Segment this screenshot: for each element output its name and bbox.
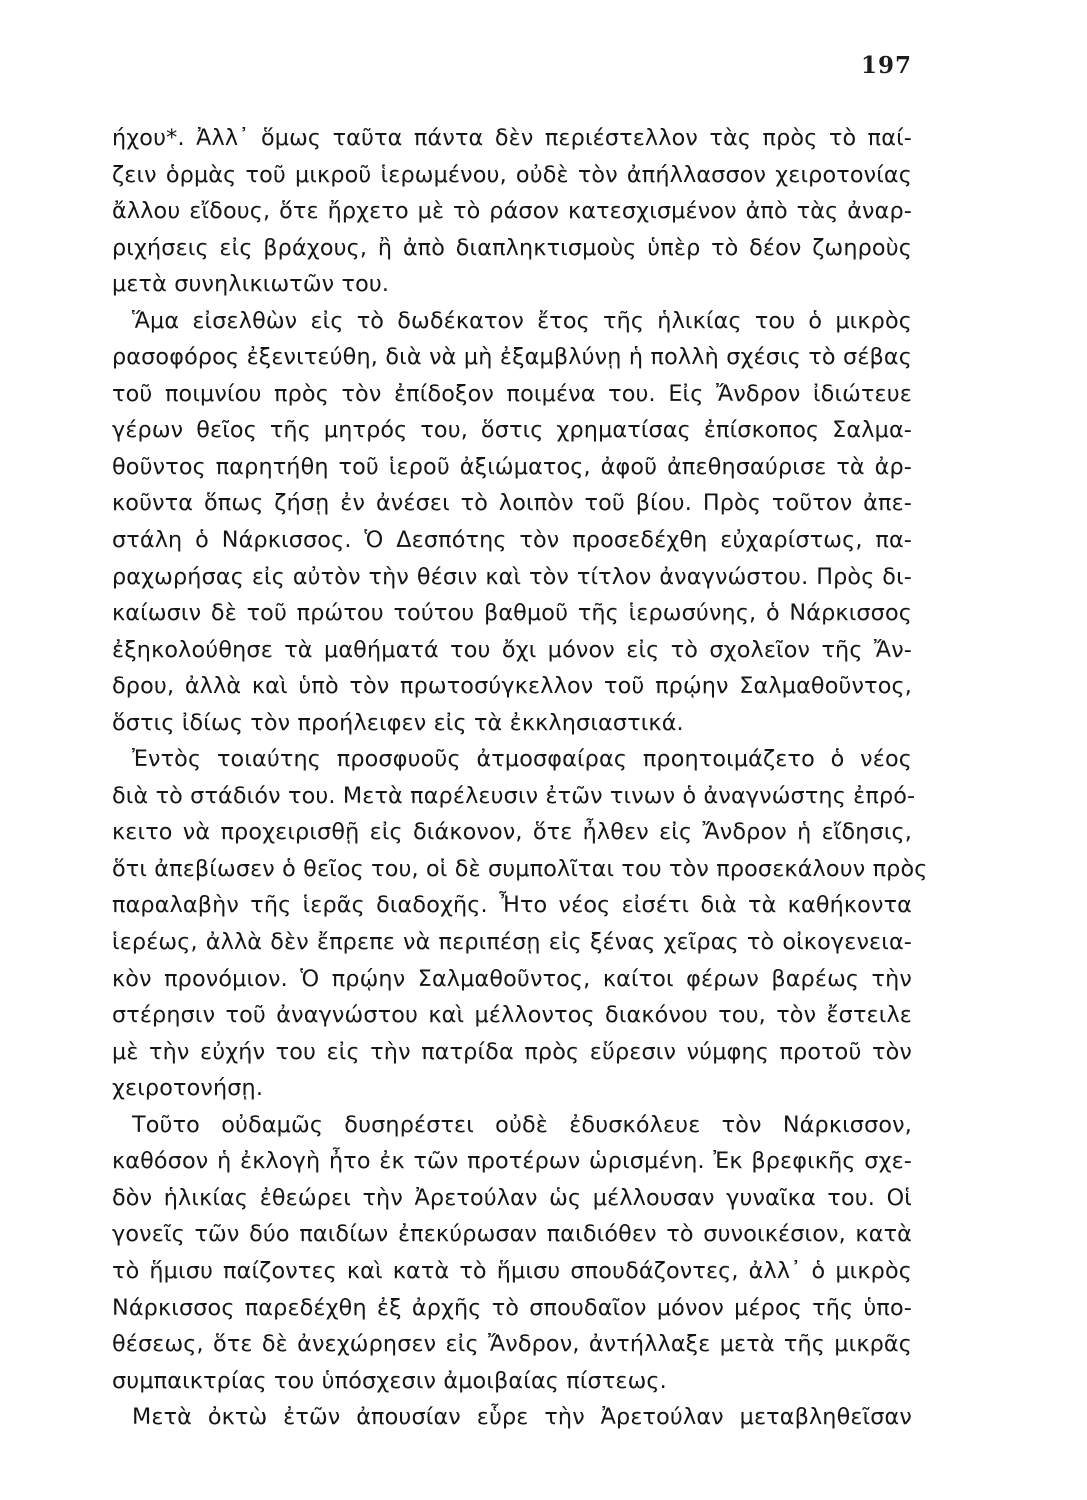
text-line: ἐξηκολούθησε τὰ μαθήματά του ὄχι μόνον εἰς τὸ σχολεῖον τῆς Ἄν- <box>112 636 912 663</box>
text-line: στάλη ὁ Νάρκισσος. Ὁ Δεσπότης τὸν προσεδέχθη εὐχαρίστως, πα- <box>112 527 912 554</box>
page-number: 197 <box>860 52 912 79</box>
text-line: ρασοφόρος ἐξενιτεύθη, διὰ νὰ μὴ ἐξαμβλύνῃ ἡ πολλὴ σχέσις τὸ σέβας <box>112 344 912 371</box>
text-line: διὰ τὸ στάδιόν του. Μετὰ παρέλευσιν ἐτῶν τινων ὁ ἀναγνώστης ἐπρό- <box>112 782 916 809</box>
text-line: καθόσον ἡ ἐκλογὴ ἦτο ἐκ τῶν προτέρων ὡρισμένη. Ἐκ βρεφικῆς σχε- <box>112 1148 912 1175</box>
text-line: ὅστις ἰδίως τὸν προήλειφεν εἰς τὰ ἐκκλησιαστικά. <box>112 709 684 736</box>
text-line: ἄλλου εἴδους, ὅτε ἤρχετο μὲ τὸ ράσον κατεσχισμένον ἀπὸ τὰς ἀναρ- <box>112 198 912 225</box>
text-line: καίωσιν δὲ τοῦ πρώτου τούτου βαθμοῦ τῆς ἱερωσύνης, ὁ Νάρκισσος <box>112 600 912 627</box>
text-line: ήχου*. Ἀλλ᾽ ὅμως ταῦτα πάντα δὲν περιέστελλον τὰς πρὸς τὸ παί- <box>112 125 912 151</box>
text-line: χειροτονήσῃ. <box>112 1075 264 1102</box>
text-line: ριχήσεις εἰς βράχους, ἢ ἀπὸ διαπληκτισμοὺς ὑπὲρ τὸ δέον ζωηροὺς <box>112 234 912 261</box>
text-line: μὲ τὴν εὐχήν του εἰς τὴν πατρίδα πρὸς εὕρεσιν νύμφης προτοῦ τὸν <box>112 1038 912 1065</box>
text-line: Μετὰ ὀκτὼ ἐτῶν ἀπουσίαν εὗρε τὴν Ἀρετούλαν μεταβληθεῖσαν <box>132 1404 912 1431</box>
text-line: θοῦντος παρητήθη τοῦ ἱεροῦ ἀξιώματος, ἀφοῦ ἀπεθησαύρισε τὰ ἀρ- <box>112 453 912 480</box>
paragraph <box>112 741 928 1106</box>
text-line: μετὰ συνηλικιωτῶν του. <box>112 271 390 298</box>
text-line: Ἐντὸς τοιαύτης προσφυοῦς ἀτμοσφαίρας προητοιμάζετο ὁ νέος <box>132 746 912 773</box>
text-line: παραλαβὴν τῆς ἱερᾶς διαδοχῆς. Ἦτο νέος εἰσέτι διὰ τὰ καθήκοντα <box>112 892 912 919</box>
text-line: συμπαικτρίας του ὑπόσχεσιν ἀμοιβαίας πίστεως. <box>112 1367 667 1394</box>
paragraph <box>112 1399 912 1436</box>
text-line: ἱερέως, ἀλλὰ δὲν ἔπρεπε νὰ περιπέσῃ εἰς ξένας χεῖρας τὸ οἰκογενεια- <box>112 929 912 956</box>
text-line: ὅτι ἀπεβίωσεν ὁ θεῖος του, οἱ δὲ συμπολῖται του τὸν προσεκάλουν πρὸς <box>112 855 928 882</box>
text-line: κειτο νὰ προχειρισθῇ εἰς διάκονον, ὅτε ἦλθεν εἰς Ἄνδρον ἡ εἴδησις, <box>112 819 912 846</box>
paragraph <box>112 303 912 742</box>
paragraph <box>112 120 912 303</box>
text-line: Τοῦτο οὐδαμῶς δυσηρέστει οὐδὲ ἐδυσκόλευε τὸν Νάρκισσον, <box>132 1111 912 1138</box>
text-line: τὸ ἥμισυ παίζοντες καὶ κατὰ τὸ ἥμισυ σπουδάζοντες, ἀλλ᾽ ὁ μικρὸς <box>112 1257 912 1284</box>
text-line: γονεῖς τῶν δύο παιδίων ἐπεκύρωσαν παιδιόθεν τὸ συνοικέσιον, κατὰ <box>112 1221 912 1248</box>
text-line: κοῦντα ὅπως ζήσῃ ἐν ἀνέσει τὸ λοιπὸν τοῦ βίου. Πρὸς τοῦτον ἀπε- <box>112 490 912 517</box>
text-line: δὸν ἡλικίας ἐθεώρει τὴν Ἀρετούλαν ὡς μέλλουσαν γυναῖκα του. Οἱ <box>112 1184 912 1211</box>
text-line: τοῦ ποιμνίου πρὸς τὸν ἐπίδοξον ποιμένα του. Εἰς Ἄνδρον ἰδιώτευε <box>112 380 912 407</box>
text-line: κὸν προνόμιον. Ὁ πρῴην Σαλμαθοῦντος, καίτοι φέρων βαρέως τὴν <box>112 965 912 992</box>
text-line: στέρησιν τοῦ ἀναγνώστου καὶ μέλλοντος διακόνου του, τὸν ἔστειλε <box>112 1002 912 1029</box>
paragraph <box>112 1107 912 1399</box>
text-line: θέσεως, ὅτε δὲ ἀνεχώρησεν εἰς Ἄνδρον, ἀντήλλαξε μετὰ τῆς μικρᾶς <box>112 1331 912 1358</box>
body-text <box>112 120 928 1436</box>
text-line: γέρων θεῖος τῆς μητρός του, ὅστις χρηματίσας ἐπίσκοπος Σαλμα- <box>112 417 912 444</box>
text-line: ραχωρήσας εἰς αὐτὸν τὴν θέσιν καὶ τὸν τίτλον ἀναγνώστου. Πρὸς δι- <box>112 563 912 590</box>
text-line: Νάρκισσος παρεδέχθη ἐξ ἀρχῆς τὸ σπουδαῖον μόνον μέρος τῆς ὑπο- <box>112 1294 912 1321</box>
text-line: ζειν ὁρμὰς τοῦ μικροῦ ἱερωμένου, οὐδὲ τὸν ἀπήλλασσον χειροτονίας <box>112 161 912 188</box>
text-line: δρου, ἀλλὰ καὶ ὑπὸ τὸν πρωτοσύγκελλον τοῦ πρῴην Σαλμαθοῦντος, <box>112 673 912 700</box>
text-line: Ἅμα εἰσελθὼν εἰς τὸ δωδέκατον ἔτος τῆς ἡλικίας του ὁ μικρὸς <box>132 307 912 334</box>
